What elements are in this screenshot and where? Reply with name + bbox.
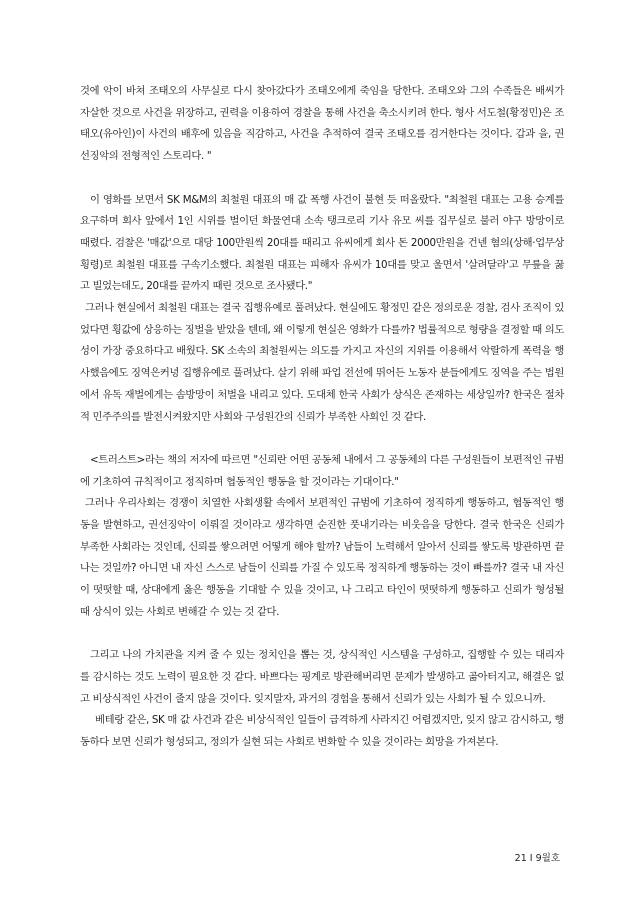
paragraph-2: 이 영화를 보면서 SK M&M의 최철원 대표의 매 값 폭행 사건이 불현 듯 떠올랐다. "최철원 대표는 고용 승계를 요구하며 회사 앞에서 1인 시위를 벌이던 화물연대 소속 탱크로리 기사 유모 씨를 집무실로 불러 야구 방망이로 때렸다. 검찰은 '매값'으로 대당 100만원씩 20대를 때리고 유씨에게 회사 돈 2000만원을 건넨 혐의(상해·업무상 횡령)로 최철원 대표를 구속기소했다. 최철원 대표는 피해자 유씨가 10대를 맞고 울면서 '살려달라'고 무릎을 꿇고 빌었는데도, 20대를 끝까지 때린 것으로 조사됐다." bbox=[80, 193, 564, 293]
paragraph-4: <트러스트>라는 책의 저자에 따르면 "신뢰란 어떤 공동체 내에서 그 공동체의 다른 구성원들이 보편적인 규범에 기초하여 규칙적이고 정직하며 협동적인 행동을 할 것이라는 기대이다." bbox=[80, 453, 564, 488]
paragraph-5: 그러나 우리사회는 경쟁이 치열한 사회생활 속에서 보편적인 규범에 기초하여 정직하게 행동하고, 협동적인 행동을 발현하고, 권선징악이 이뤄질 것이라고 생각하면 순진한 풋내기라는 비웃음을 당한다. 결국 한국은 신뢰가 부족한 사회라는 것인데, 신뢰를 쌓으려면 어떻게 해야 할까? 남들이 노력해서 알아서 신뢰를 쌓도록 방관하면 끝나는 것일까? 아니면 내 자신 스스로 남들이 신뢰를 가질 수 있도록 정직하게 행동하는 것이 빠를까? 결국 내 자신이 떳떳할 때, 상대에게 옳은 행동을 기대할 수 있을 것이고, 나 그리고 타인이 떳떳하게 행동하고 신뢰가 형성될 때 상식이 있는 사회로 변해갈 수 있는 것 같다. bbox=[80, 497, 564, 618]
paragraph-1: 것에 악이 바쳐 조태오의 사무실로 다시 찾아갔다가 조태오에게 죽임을 당한다. 조태오와 그의 수족들은 배씨가 자살한 것으로 사건을 위장하고, 권력을 이용하여 경찰을 통해 사건을 축소시키려 한다. 형사 서도철(황정민)은 조태오(유아인)이 사건의 배후에 있음을 직감하고, 사건을 추적하여 결국 조태오를 검거한다는 것이다. 갑과 을, 권선징악의 전형적인 스토리다. " bbox=[80, 85, 564, 163]
paragraph-gap bbox=[80, 624, 564, 646]
paragraph-gap bbox=[80, 168, 564, 190]
paragraph-gap bbox=[80, 428, 564, 450]
paragraph-3: 그러나 현실에서 최철원 대표는 결국 집행유예로 풀려났다. 현실에도 황정민 같은 정의로운 경찰, 검사 조직이 있었다면 횡값에 상응하는 징벌을 받았을 텐데, 왜 이렇게 현실은 영화가 다를까? 법률적으로 형량을 결정할 때 의도성이 가장 중요하다고 배웠다. SK 소속의 최철원씨는 의도를 가지고 자신의 지위를 이용해서 악랄하게 폭력을 행사했음에도 징역은커녕 집행유예로 풀려났다. 살기 위해 파업 전선에 뛰어든 노동자 분들에게도 징역을 주는 법원에서 유독 재벌에게는 솜방망이 처벌을 내리고 있다. 도대체 한국 사회가 상식은 존재하는 세상일까? 한국은 절차적 민주주의를 발전시켜왔지만 사회와 구성원간의 신뢰가 부족한 사회인 것 같다. bbox=[80, 302, 564, 423]
article-body bbox=[80, 81, 564, 754]
paragraph-6: 그리고 나의 가치관을 지켜 줄 수 있는 정치인을 뽑는 것, 상식적인 시스템을 구성하고, 집행할 수 있는 대리자를 감시하는 것도 노력이 필요한 것 같다. 바쁘다는 핑계로 방관해버리면 문제가 발생하고 곪아터지고, 해결은 없고 비상식적인 사건이 줄지 않을 것이다. 잊지말자, 과거의 경험을 통해서 신뢰가 있는 사회가 될 수 있으니까. bbox=[80, 649, 564, 705]
paragraph-7: 베테랑 같은, SK 매 값 사건과 같은 비상식적인 일들이 급격하게 사라지긴 어렵겠지만, 잊지 않고 감시하고, 행동하다 보면 신뢰가 형성되고, 정의가 실현 되는 사회로 변화할 수 있을 것이라는 희망을 가져본다. bbox=[80, 714, 564, 749]
page-number: 21 I 9월호 bbox=[514, 853, 560, 864]
